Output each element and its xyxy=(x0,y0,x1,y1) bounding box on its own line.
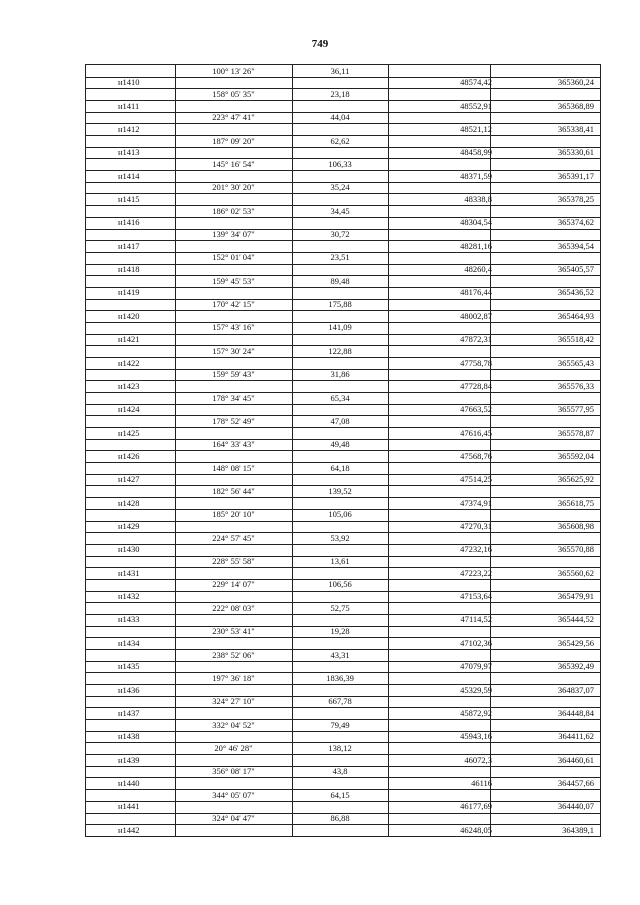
direction-angle: 229° 14' 07" xyxy=(212,579,255,590)
distance-value: 667,78 xyxy=(328,696,352,707)
direction-angle: 186° 02' 53" xyxy=(212,205,255,216)
direction-angle: 332° 04' 52" xyxy=(212,719,255,730)
x-coordinate: 47728,84 xyxy=(460,380,492,391)
direction-angle: 187° 09' 20" xyxy=(212,135,255,146)
direction-angle: 159° 59' 43" xyxy=(212,369,255,380)
y-coordinate: 365378,25 xyxy=(557,193,594,204)
x-coordinate: 47153,64 xyxy=(460,591,492,602)
y-coordinate: 365560,62 xyxy=(557,567,594,578)
y-coordinate: 364837,07 xyxy=(557,684,594,695)
direction-angle: 139° 34' 07" xyxy=(212,229,255,240)
y-coordinate: 365618,75 xyxy=(557,497,594,508)
point-label: н1428 xyxy=(118,497,140,508)
point-label: н1429 xyxy=(118,521,140,532)
x-coordinate: 47514,25 xyxy=(460,474,492,485)
x-coordinate: 48304,54 xyxy=(460,217,492,228)
y-coordinate: 365405,57 xyxy=(557,264,594,275)
point-label: н1427 xyxy=(118,474,140,485)
point-label: н1414 xyxy=(118,170,140,181)
distance-value: 13,61 xyxy=(330,556,350,567)
direction-angle: 222° 08' 03" xyxy=(212,602,255,613)
y-coordinate: 365576,33 xyxy=(557,380,594,391)
point-label: н1426 xyxy=(118,450,140,461)
y-coordinate: 365368,89 xyxy=(557,100,594,111)
y-coordinate: 365608,98 xyxy=(557,521,594,532)
direction-angle: 201° 30' 20" xyxy=(212,182,255,193)
x-coordinate: 46116 xyxy=(471,777,492,788)
point-label: н1438 xyxy=(118,731,140,742)
point-label: н1421 xyxy=(118,334,140,345)
x-coordinate: 47223,22 xyxy=(460,567,492,578)
x-coordinate: 48176,44 xyxy=(460,287,492,298)
y-coordinate: 365391,17 xyxy=(557,170,594,181)
x-coordinate: 48458,99 xyxy=(460,147,492,158)
y-coordinate: 365394,54 xyxy=(557,240,594,251)
point-label: н1411 xyxy=(118,100,140,111)
y-coordinate: 364457,66 xyxy=(557,777,594,788)
point-label: н1425 xyxy=(118,427,140,438)
point-label: н1423 xyxy=(118,380,140,391)
distance-value: 105,06 xyxy=(328,509,352,520)
direction-angle: 145° 16' 54" xyxy=(212,158,255,169)
point-label: н1430 xyxy=(118,544,140,555)
y-coordinate: 364448,84 xyxy=(557,707,594,718)
y-coordinate: 365592,04 xyxy=(557,450,594,461)
point-label: н1432 xyxy=(118,591,140,602)
distance-value: 34,45 xyxy=(330,205,350,216)
distance-value: 62,62 xyxy=(330,135,350,146)
y-coordinate: 365565,43 xyxy=(557,357,594,368)
direction-angle: 157° 30' 24" xyxy=(212,345,255,356)
x-coordinate: 47568,76 xyxy=(460,450,492,461)
x-coordinate: 48002,87 xyxy=(460,310,492,321)
x-coordinate: 48574,42 xyxy=(460,77,492,88)
page-number: 749 xyxy=(311,38,329,50)
direction-angle: 170° 42' 15" xyxy=(212,299,255,310)
distance-value: 139,52 xyxy=(328,485,352,496)
y-coordinate: 364460,61 xyxy=(557,754,594,765)
point-label: н1418 xyxy=(118,264,140,275)
point-label: н1433 xyxy=(118,614,140,625)
distance-value: 23,51 xyxy=(330,252,350,263)
x-coordinate: 46072,3 xyxy=(464,754,492,765)
x-coordinate: 47232,16 xyxy=(460,544,492,555)
distance-value: 89,48 xyxy=(330,275,350,286)
coordinates-table xyxy=(85,64,601,837)
point-label: н1442 xyxy=(118,824,140,835)
x-coordinate: 47616,45 xyxy=(460,427,492,438)
distance-value: 44,04 xyxy=(330,112,350,123)
distance-value: 141,09 xyxy=(328,322,352,333)
distance-value: 53,92 xyxy=(330,532,350,543)
direction-angle: 20° 46' 28" xyxy=(214,742,253,753)
distance-value: 64,15 xyxy=(330,789,350,800)
distance-value: 43,8 xyxy=(332,766,348,777)
y-coordinate: 365338,41 xyxy=(557,123,594,134)
x-coordinate: 48338,8 xyxy=(464,193,492,204)
point-label: н1416 xyxy=(118,217,140,228)
distance-value: 47,08 xyxy=(330,415,350,426)
y-coordinate: 365330,61 xyxy=(557,147,594,158)
direction-angle: 100° 13' 26" xyxy=(212,65,255,76)
direction-angle: 324° 04' 47" xyxy=(212,813,255,824)
distance-value: 52,75 xyxy=(330,602,350,613)
direction-angle: 159° 45' 53" xyxy=(212,275,255,286)
y-coordinate: 365479,91 xyxy=(557,591,594,602)
distance-value: 19,28 xyxy=(330,626,350,637)
y-coordinate: 365625,92 xyxy=(557,474,594,485)
point-label: н1412 xyxy=(118,123,140,134)
y-coordinate: 365360,24 xyxy=(557,77,594,88)
distance-value: 36,11 xyxy=(330,65,350,76)
point-label: н1410 xyxy=(118,77,140,88)
y-coordinate: 365464,93 xyxy=(557,310,594,321)
x-coordinate: 45872,92 xyxy=(460,707,492,718)
x-coordinate: 45943,16 xyxy=(460,731,492,742)
direction-angle: 344° 05' 07" xyxy=(212,789,255,800)
y-coordinate: 364440,07 xyxy=(557,801,594,812)
distance-value: 35,24 xyxy=(330,182,350,193)
x-coordinate: 47102,36 xyxy=(460,637,492,648)
y-coordinate: 365429,56 xyxy=(557,637,594,648)
distance-value: 1836,39 xyxy=(326,672,354,683)
point-label: н1437 xyxy=(118,707,140,718)
distance-value: 86,88 xyxy=(330,813,350,824)
direction-angle: 178° 52' 49" xyxy=(212,415,255,426)
distance-value: 138,12 xyxy=(328,742,352,753)
point-label: н1441 xyxy=(118,801,140,812)
direction-angle: 182° 56' 44" xyxy=(212,485,255,496)
point-label: н1431 xyxy=(118,567,140,578)
direction-angle: 324° 27' 10" xyxy=(212,696,255,707)
point-label: н1435 xyxy=(118,661,140,672)
direction-angle: 197° 36' 18" xyxy=(212,672,255,683)
direction-angle: 178° 34' 45" xyxy=(212,392,255,403)
x-coordinate: 46248,05 xyxy=(460,824,492,835)
direction-angle: 228° 55' 58" xyxy=(212,556,255,567)
point-label: н1436 xyxy=(118,684,140,695)
point-label: н1434 xyxy=(118,637,140,648)
y-coordinate: 365577,95 xyxy=(557,404,594,415)
direction-angle: 224° 57' 45" xyxy=(212,532,255,543)
direction-angle: 158° 05' 35" xyxy=(212,88,255,99)
x-coordinate: 47663,52 xyxy=(460,404,492,415)
y-coordinate: 364411,62 xyxy=(558,731,594,742)
y-coordinate: 365436,52 xyxy=(557,287,594,298)
direction-angle: 148° 08' 15" xyxy=(212,462,255,473)
point-label: н1417 xyxy=(118,240,140,251)
x-coordinate: 48371,59 xyxy=(460,170,492,181)
y-coordinate: 365374,62 xyxy=(557,217,594,228)
distance-value: 49,48 xyxy=(330,439,350,450)
distance-value: 23,18 xyxy=(330,88,350,99)
x-coordinate: 47114,52 xyxy=(460,614,492,625)
point-label: н1422 xyxy=(118,357,140,368)
distance-value: 31,86 xyxy=(330,369,350,380)
distance-value: 64,18 xyxy=(330,462,350,473)
distance-value: 175,88 xyxy=(328,299,352,310)
x-coordinate: 47270,31 xyxy=(460,521,492,532)
direction-angle: 157° 43' 16" xyxy=(212,322,255,333)
point-label: н1424 xyxy=(118,404,140,415)
y-coordinate: 365392,49 xyxy=(557,661,594,672)
direction-angle: 164° 33' 43" xyxy=(212,439,255,450)
x-coordinate: 47079,97 xyxy=(460,661,492,672)
y-coordinate: 364389,1 xyxy=(562,824,594,835)
y-coordinate: 365570,88 xyxy=(557,544,594,555)
direction-angle: 356° 08' 17" xyxy=(212,766,255,777)
y-coordinate: 365578,87 xyxy=(557,427,594,438)
distance-value: 106,33 xyxy=(328,158,352,169)
distance-value: 79,49 xyxy=(330,719,350,730)
y-coordinate: 365518,42 xyxy=(557,334,594,345)
point-label: н1439 xyxy=(118,754,140,765)
direction-angle: 230° 53' 41" xyxy=(212,626,255,637)
point-label: н1415 xyxy=(118,193,140,204)
x-coordinate: 46177,69 xyxy=(460,801,492,812)
distance-value: 30,72 xyxy=(330,229,350,240)
direction-angle: 223° 47' 41" xyxy=(212,112,255,123)
direction-angle: 152° 01' 04" xyxy=(212,252,255,263)
distance-value: 122,88 xyxy=(328,345,352,356)
distance-value: 65,34 xyxy=(330,392,350,403)
point-label: н1413 xyxy=(118,147,140,158)
x-coordinate: 47374,91 xyxy=(460,497,492,508)
direction-angle: 185° 20' 10" xyxy=(212,509,255,520)
point-label: н1420 xyxy=(118,310,140,321)
direction-angle: 238° 52' 06" xyxy=(212,649,255,660)
distance-value: 43,31 xyxy=(330,649,350,660)
point-label: н1419 xyxy=(118,287,140,298)
x-coordinate: 48281,16 xyxy=(460,240,492,251)
point-label: н1440 xyxy=(118,777,140,788)
x-coordinate: 48260,4 xyxy=(464,264,492,275)
x-coordinate: 47758,78 xyxy=(460,357,492,368)
y-coordinate: 365444,52 xyxy=(557,614,594,625)
x-coordinate: 47872,31 xyxy=(460,334,492,345)
x-coordinate: 45329,59 xyxy=(460,684,492,695)
distance-value: 106,56 xyxy=(328,579,352,590)
x-coordinate: 48552,91 xyxy=(460,100,492,111)
x-coordinate: 48521,12 xyxy=(460,123,492,134)
